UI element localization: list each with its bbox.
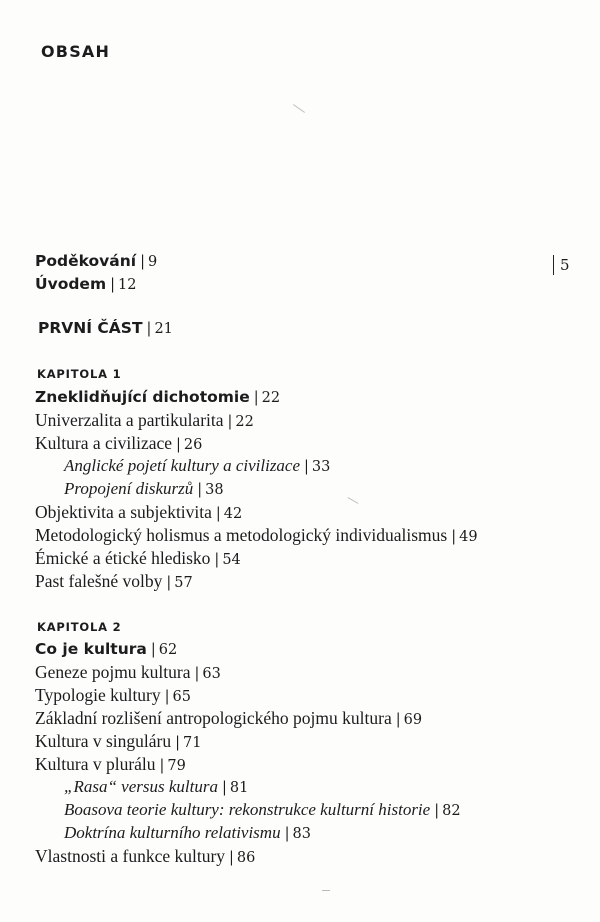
toc-subentry [64,776,248,799]
entry-page: 79 [167,758,186,774]
separator: | [253,390,259,406]
chapter-title [35,386,280,409]
toc-entry [35,409,254,433]
separator: | [284,826,290,842]
toc-entry [35,524,478,548]
toc-entry [35,707,422,731]
toc-entry [35,432,202,456]
separator: | [304,459,309,475]
entry-title: Émické a étické hledisko [35,548,211,568]
entry-page: 22 [235,414,254,430]
entry-title: Univerzalita a partikularita [35,410,224,430]
entry-title: Objektivita a subjektivita [35,502,212,522]
entry-page: 38 [205,482,224,498]
entry-page: 82 [442,803,461,819]
entry-page: 33 [311,459,331,475]
chapter-title [35,638,177,661]
part-title: PRVNÍ ČÁST [38,319,143,337]
chapter-title-text: Co je kultura [35,640,147,658]
separator: | [214,552,220,568]
separator: | [221,780,227,796]
entry-title: Anglické pojetí kultury a civilizace [64,456,301,475]
separator: | [175,735,180,751]
entry-page: 65 [172,689,191,705]
separator: | [110,277,115,293]
separator: | [176,437,181,453]
toc-subentry [64,478,224,501]
toc-subentry [64,455,330,478]
chapter-label: KAPITOLA 1 [37,367,122,381]
entry-page: 86 [236,850,256,866]
scan-speck [322,890,330,891]
entry-title: Vlastnosti a funkce kultury [35,846,226,866]
entry-title: Propojení diskurzů [64,479,194,498]
toc-subentry [64,799,461,822]
entry-title: Boasova teorie kultury: rekonstrukce kulturní historie [64,800,431,819]
toc-entry [35,547,241,571]
entry-page: 54 [222,552,241,568]
entry-page: 71 [182,735,202,751]
entry-title: Geneze pojmu kultura [35,662,191,682]
toc-entry [35,661,221,685]
entry-title: Metodologický holismus a metodologický individualismus [35,525,448,545]
toc-entry-front [35,273,136,296]
separator: | [159,758,165,774]
toc-subentry [64,822,311,845]
separator: | [194,666,200,682]
entry-page: 69 [403,712,423,728]
separator: | [395,712,401,728]
toc-entry [35,570,193,594]
entry-title: Doktrína kulturního relativismu [64,823,281,842]
separator: | [146,321,152,337]
separator: | [229,850,234,866]
part-page: 21 [154,321,173,337]
toc-entry [35,845,255,869]
separator: | [140,254,145,270]
toc-entry [35,753,186,777]
page-number: 5 [553,255,570,275]
entry-title: Kultura v singuláru [35,731,172,751]
separator: | [215,506,221,522]
entry-title: Poděkování [35,252,137,270]
entry-page: 12 [118,277,137,293]
separator: | [434,803,440,819]
toc-entry [35,501,242,525]
toc-entry-front [35,250,157,273]
entry-page: 9 [147,254,158,270]
entry-page: 81 [229,780,249,796]
chapter-page: 62 [158,642,178,658]
entry-page: 26 [183,437,203,453]
separator: | [150,642,156,658]
entry-title: „Rasa“ versus kultura [64,777,218,796]
toc-entry [35,684,191,708]
toc-entry [35,730,201,754]
entry-page: 83 [292,826,311,842]
toc-heading: OBSAH [41,42,111,61]
entry-page: 42 [223,506,243,522]
entry-page: 49 [459,529,478,545]
toc-part [38,317,173,340]
entry-title: Základní rozlišení antropologického pojmu kultura [35,708,392,728]
entry-title: Typologie kultury [35,685,161,705]
entry-title: Úvodem [35,275,107,293]
separator: | [197,482,203,498]
entry-page: 63 [202,666,221,682]
entry-title: Kultura v plurálu [35,754,156,774]
entry-title: Past falešné volby [35,571,163,591]
chapter-title-text: Zneklidňující dichotomie [35,388,250,406]
chapter-page: 22 [261,390,281,406]
scan-speck [293,104,305,113]
separator: | [227,414,233,430]
separator: | [166,575,172,591]
chapter-label: KAPITOLA 2 [37,620,122,634]
entry-page: 57 [174,575,193,591]
scan-speck [348,497,359,504]
separator: | [164,689,170,705]
entry-title: Kultura a civilizace [35,433,173,453]
separator: | [451,529,457,545]
